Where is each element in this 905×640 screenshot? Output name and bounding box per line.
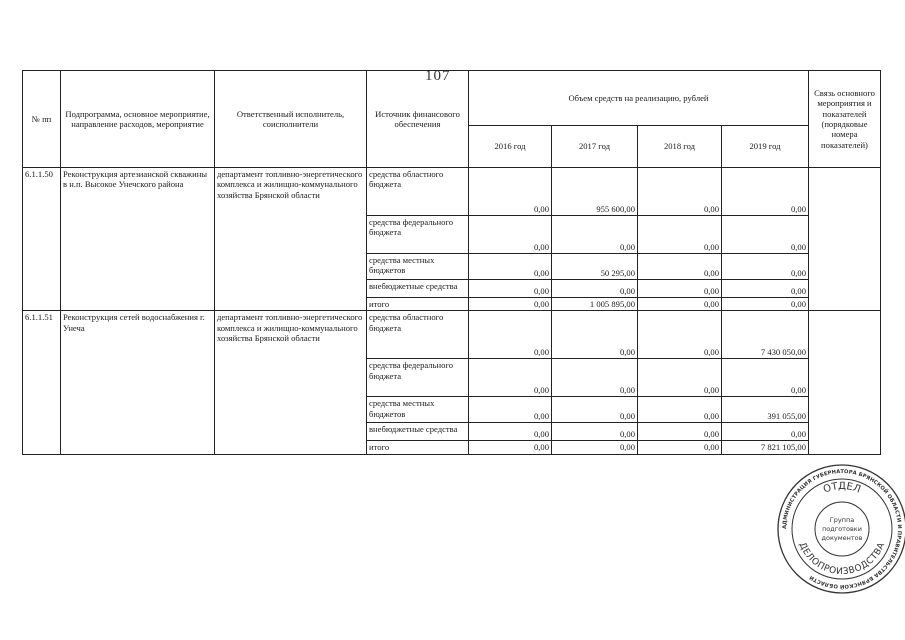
- amount-cell: 0,00: [638, 298, 722, 311]
- stamp-center-line-1: Группа: [829, 516, 855, 524]
- amount-cell: 0,00: [552, 441, 638, 454]
- amount-cell: 0,00: [638, 168, 722, 216]
- amount-cell: 391 055,00: [722, 397, 809, 423]
- amount-cell: 0,00: [722, 298, 809, 311]
- svg-text:ДЕЛОПРОИЗВОДСТВА: [797, 541, 888, 577]
- stamp-center-line-3: документов: [821, 534, 863, 542]
- office-stamp: [775, 462, 905, 596]
- item-executor: департамент топливно-энергетического комплекса и жилищно-коммунального хозяйства Брянской области: [215, 311, 367, 454]
- amount-cell: 0,00: [638, 441, 722, 454]
- header-year-2019: 2019 год: [722, 126, 809, 168]
- budget-table: [22, 70, 881, 455]
- header-num: № пп: [23, 71, 61, 168]
- amount-cell: 0,00: [552, 397, 638, 423]
- amount-cell: 0,00: [469, 298, 552, 311]
- amount-cell: 0,00: [552, 311, 638, 359]
- amount-cell: 0,00: [469, 397, 552, 423]
- amount-cell: 0,00: [722, 254, 809, 280]
- funding-source: внебюджетные средства: [367, 423, 469, 441]
- amount-cell: 0,00: [638, 397, 722, 423]
- amount-cell: 955 600,00: [552, 168, 638, 216]
- budget-rows: [23, 168, 881, 455]
- amount-cell: 0,00: [722, 359, 809, 397]
- item-name: Реконструкция артезианской скважины в н.п. Высокое Унечского района: [61, 168, 215, 311]
- amount-cell: 0,00: [638, 359, 722, 397]
- amount-cell: 0,00: [638, 216, 722, 254]
- amount-cell: 0,00: [469, 254, 552, 280]
- funding-source: средства областного бюджета: [367, 311, 469, 359]
- funding-source: средства федерального бюджета: [367, 359, 469, 397]
- stamp-ring-text: АДМИНИСТРАЦИЯ ГУБЕРНАТОРА БРЯНСКОЙ ОБЛАСТИ И ПРАВИТЕЛЬСТВА БРЯНСКОЙ ОБЛАСТИ: [781, 468, 903, 590]
- item-number: 6.1.1.50: [23, 168, 61, 311]
- amount-cell: 0,00: [469, 423, 552, 441]
- amount-cell: 0,00: [722, 423, 809, 441]
- amount-cell: 0,00: [638, 254, 722, 280]
- amount-cell: 0,00: [469, 168, 552, 216]
- amount-cell: 0,00: [552, 216, 638, 254]
- item-number: 6.1.1.51: [23, 311, 61, 454]
- header-year-2016: 2016 год: [469, 126, 552, 168]
- amount-cell: 0,00: [638, 280, 722, 298]
- amount-cell: 0,00: [469, 280, 552, 298]
- amount-cell: 0,00: [552, 280, 638, 298]
- amount-cell: 0,00: [722, 280, 809, 298]
- amount-cell: 0,00: [638, 423, 722, 441]
- page-number: 107: [425, 68, 451, 84]
- header-year-2017: 2017 год: [552, 126, 638, 168]
- funding-source: средства местных бюджетов: [367, 254, 469, 280]
- stamp-bottom-text: ДЕЛОПРОИЗВОДСТВА: [796, 541, 888, 578]
- funding-source: средства местных бюджетов: [367, 397, 469, 423]
- table-row: [23, 168, 881, 216]
- table-row: [23, 311, 881, 359]
- svg-text:ОТДЕЛ: [822, 481, 862, 496]
- funding-source: итого: [367, 441, 469, 454]
- amount-cell: 0,00: [469, 359, 552, 397]
- stamp-top-text: ОТДЕЛ: [821, 480, 863, 496]
- amount-cell: 50 295,00: [552, 254, 638, 280]
- funding-source: внебюджетные средства: [367, 280, 469, 298]
- amount-cell: 7 821 105,00: [722, 441, 809, 454]
- amount-cell: 0,00: [469, 216, 552, 254]
- amount-cell: 7 430 050,00: [722, 311, 809, 359]
- amount-cell: 0,00: [469, 311, 552, 359]
- amount-cell: 0,00: [552, 359, 638, 397]
- amount-cell: 0,00: [469, 441, 552, 454]
- indicator-link-cell: [809, 311, 881, 454]
- amount-cell: 0,00: [638, 311, 722, 359]
- header-executor: Ответственный исполнитель, соисполнители: [215, 71, 367, 168]
- header-year-2018: 2018 год: [638, 126, 722, 168]
- funding-source: средства федерального бюджета: [367, 216, 469, 254]
- amount-cell: 0,00: [552, 423, 638, 441]
- header-volume: Объем средств на реализацию, рублей: [469, 71, 809, 126]
- stamp-center-line-2: подготовки: [822, 525, 862, 533]
- item-name: Реконструкция сетей водоснабжения г. Унеча: [61, 311, 215, 454]
- header-source: Источник финансового обеспечения: [367, 71, 469, 168]
- header-link: Связь основного мероприятия и показателей (порядковые номера показателей): [809, 71, 881, 168]
- header-program: Подпрограмма, основное мероприятие, направление расходов, мероприятие: [61, 71, 215, 168]
- amount-cell: 0,00: [722, 216, 809, 254]
- amount-cell: 1 005 895,00: [552, 298, 638, 311]
- item-executor: департамент топливно-энергетического комплекса и жилищно-коммунального хозяйства Брянской области: [215, 168, 367, 311]
- indicator-link-cell: [809, 168, 881, 311]
- amount-cell: 0,00: [722, 168, 809, 216]
- funding-source: средства областного бюджета: [367, 168, 469, 216]
- funding-source: итого: [367, 298, 469, 311]
